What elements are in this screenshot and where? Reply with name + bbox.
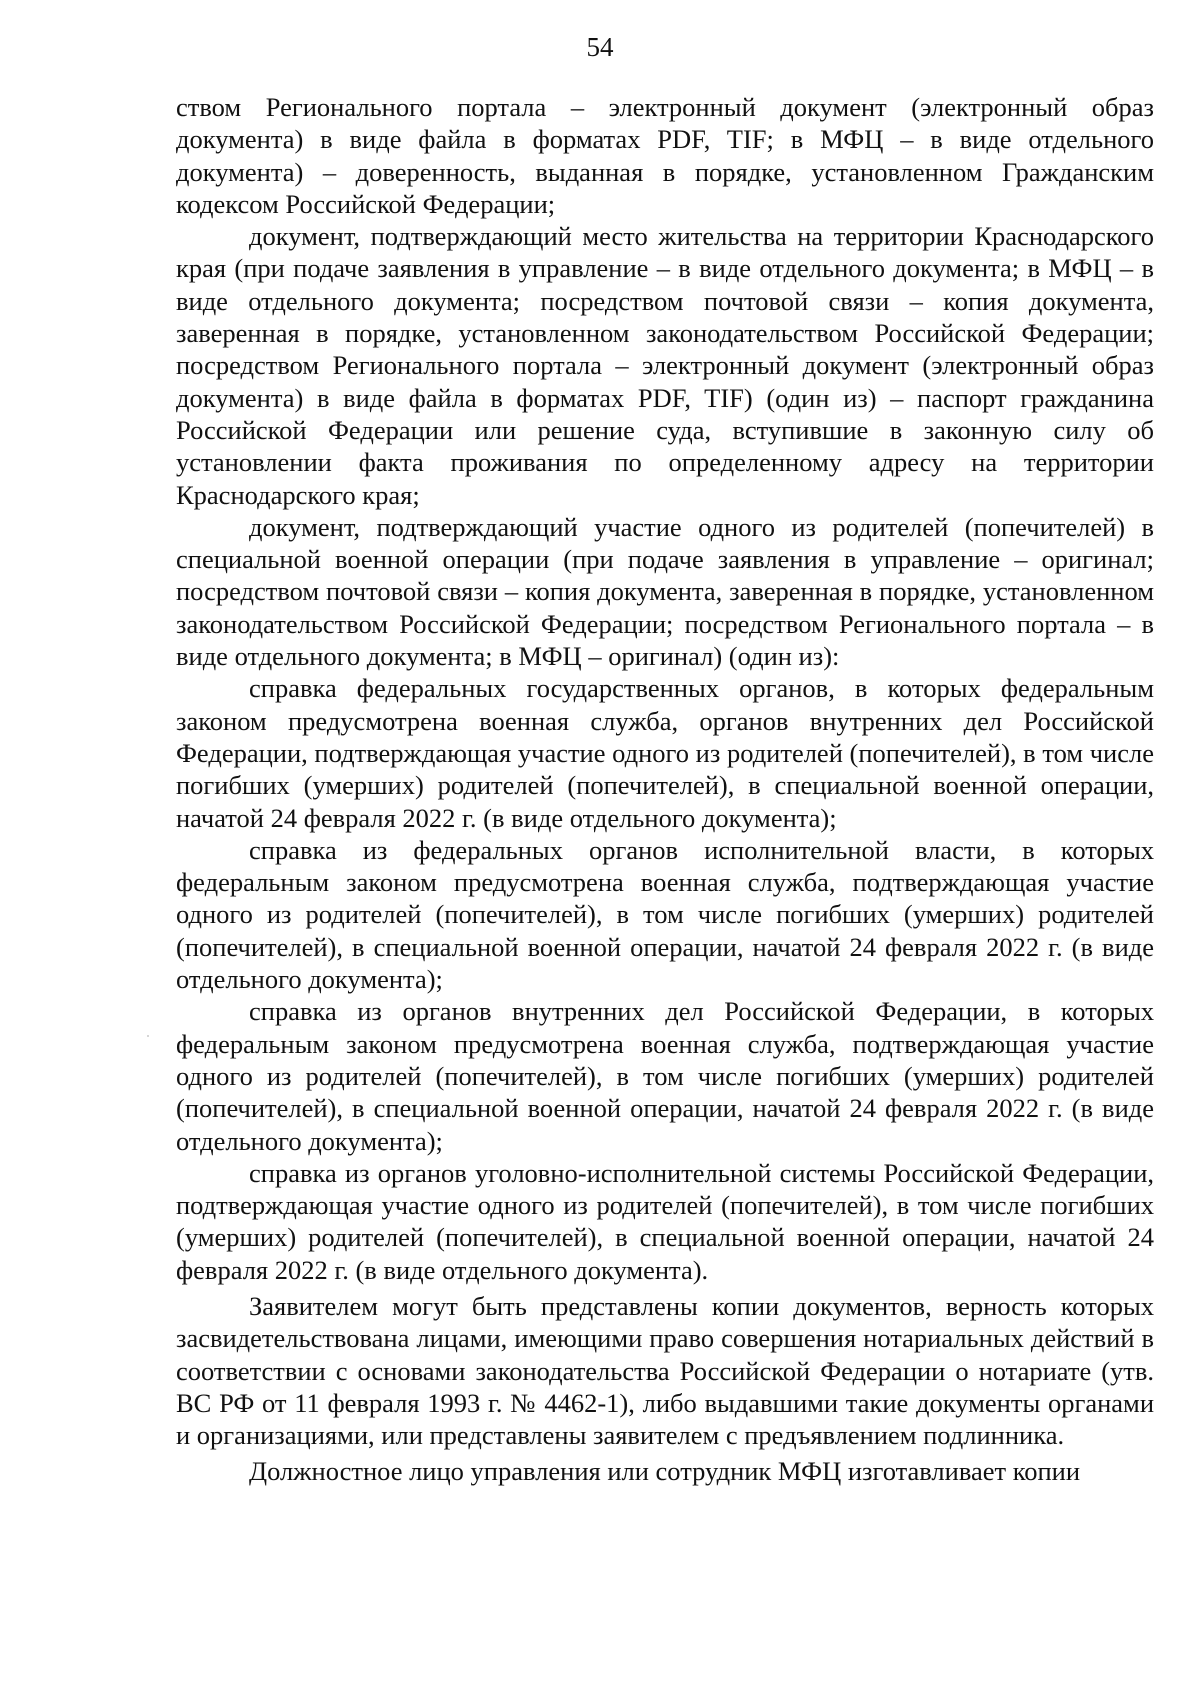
paragraph-certified-copies: Заявителем могут быть представлены копии документов, верность которых засвидетельствована лицами, имеющими право совершения нотариальных действий в соответствии с основами законодательства Российской Федерации о нотариате (утв. ВС РФ от 11 февраля 1993 г. № 4462-1), либо выдавшими такие документы органами и организациями, или представлены заявителем с предъявлением подлинника. <box>176 1290 1154 1451</box>
paragraph-military-participation-document: документ, подтверждающий участие одного из родителей (попечителей) в специальной военной операции (при подаче заявления в управление – оригинал; посредством почтовой связи – копия документа, заверенная в порядке, установленном законодательством Российской Федерации; посредством Регионального портала – в виде отдельного документа; в МФЦ – оригинал) (один из): <box>176 511 1154 672</box>
paragraph-penal-system-certificate: справка из органов уголовно-исполнительной системы Российской Федерации, подтверждающая участие одного из родителей (попечителей), в том числе погибших (умерших) родителей (попечителей), в специальной военной операции, начатой 24 февраля 2022 г. (в виде отдельного документа). <box>176 1157 1154 1285</box>
paragraph-internal-affairs-certificate: справка из органов внутренних дел Российской Федерации, в которых федеральным законом предусмотрена военная служба, подтверждающая участие одного из родителей (попечителей), в том числе погибших (умерших) родителей (попечителей), в специальной военной операции, начатой 24 февраля 2022 г. (в виде отдельного документа); <box>176 996 1154 1156</box>
paragraph-residence-document: документ, подтверждающий место жительства на территории Краснодарского края (при подаче заявления в управление – в виде отдельного документа; в МФЦ – в виде отдельного документа; посредством почтовой связи – копия документа, заверенная в порядке, установленном законодательством Российской Федерации; посредством Регионального портала – электронный документ (электронный образ документа) в виде файла в форматах PDF, TIF) (один из) – паспорт гражданина Российской Федерации или решение суда, вступившие в законную силу об установлении факта проживания по определенному адресу на территории Краснодарского края; <box>176 221 1154 510</box>
paragraph-federal-state-bodies-certificate: справка федеральных государственных органов, в которых федеральным законом предусмотрена военная служба, органов внутренних дел Российской Федерации, подтверждающая участие одного из родителей (попечителей), в том числе погибших (умерших) родителей (попечителей), в специальной военной операции, начатой 24 февраля 2022 г. (в виде отдельного документа); <box>176 673 1154 833</box>
page-number: 54 <box>586 32 614 62</box>
paragraph-federal-executive-bodies-certificate: справка из федеральных органов исполнительной власти, в которых федеральным законом предусмотрена военная служба, подтверждающая участие одного из родителей (попечителей), в том числе погибших (умерших) родителей (попечителей), в специальной военной операции, начатой 24 февраля 2022 г. (в виде отдельного документа); <box>176 834 1154 995</box>
paragraph-official-copies: Должностное лицо управления или сотрудник МФЦ изготавливает копии <box>249 1456 1081 1487</box>
scan-artifact-dot <box>147 1035 149 1037</box>
document-body <box>176 91 1154 1488</box>
paragraph-continuation: ством Регионального портала – электронный документ (электронный образ документа) в виде файла в форматах PDF, TIF; в МФЦ – в виде отдельного документа) – доверенность, выданная в порядке, установленном Гражданским кодексом Российской Федерации; <box>176 92 1154 219</box>
